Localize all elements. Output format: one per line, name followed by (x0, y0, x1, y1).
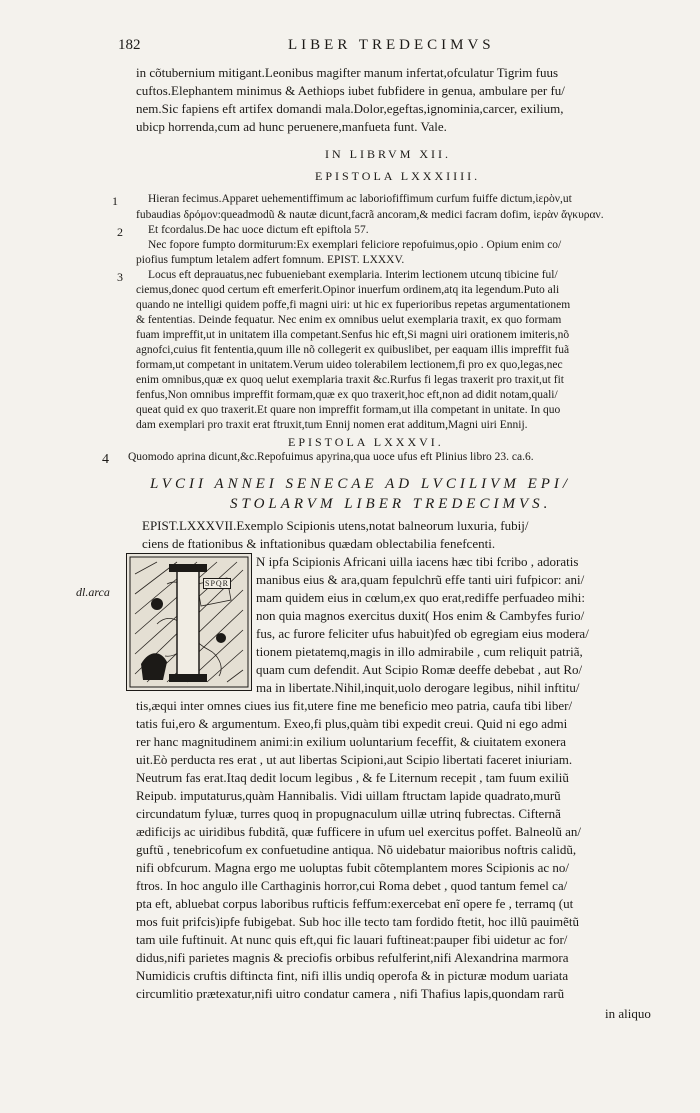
commentary-line: piofius fumptum letalem adfert fomnum. EPIST. LXXXV. (136, 254, 405, 266)
epistle-summary: EPIST.LXXXVII.Exemplo Scipionis utens,notat balneorum luxuria, fubij/ (142, 518, 529, 533)
commentary-line: formam,ut competant in unitatem.Verum uideo tolerabilem lectionem,fi pro ex quo,legas,nec (136, 359, 563, 371)
commentary-line: Locus eft deprauatus,nec fubueniebant exemplaria. Interim lectionem utcunq tibicine ful/ (148, 269, 558, 281)
text-line: Neutrum fas erat.Itaq dedit locum legibus , & fe Liternum recepit , tam fuum exiliũ (136, 770, 569, 785)
text-line: circumlitio prætexatur,nifi uitro condatur camera , nifi Thafius lapis,quondam rarũ (136, 986, 565, 1001)
epistola-heading: EPISTOLA LXXXVI. (288, 435, 444, 449)
book-title-line: LVCII ANNEI SENECAE AD LVCILIVM EPI/ (150, 476, 572, 492)
text-line: N ipfa Scipionis Africani uilla iacens hæc tibi fcribo , adoratis (256, 554, 579, 569)
text-line: Numidicis cruftis diftincta fint, nifi illis undiq operofa & in picturæ modum uariata (136, 968, 569, 983)
text-line: mam quidem eius in cœlum,ex quo erat,rediffe perfuadeo mihi: (256, 590, 585, 605)
text-line: ædificijs ac uiridibus fubditã, quæ fufficere in ufum uel exercitus poffet. Balneolũ an/ (136, 824, 582, 839)
text-line: non quia magnos exercitus duxit( Hos enim & Cambyfes furio/ (256, 608, 585, 623)
epistle-summary: ciens de ftationibus & inftationibus quædam oblectabilia fenefcenti. (142, 536, 496, 551)
text-line: tatis fui,ero & argumentum. Exeo,fi plus,quàm tibi expedit creui. Quid ni ego admi (136, 716, 568, 731)
text-line: ma in libertate.Nihil,inquit,uolo derogare legibus, nihil inftitu/ (256, 680, 580, 695)
text-line: ubicp horrenda,cum ad hunc peruenere,manfueta funt. Vale. (136, 119, 447, 134)
commentary-line: Quomodo aprina dicunt,&c.Repofuimus apyrina,qua uoce ufus eft Plinius libro 23. ca.6. (128, 451, 534, 463)
book-heading: IN LIBRVM XII. (325, 147, 452, 161)
commentary-line: Et fcordalus.De hac uoce dictum eft epiftola 57. (148, 224, 369, 236)
commentary-line: enim omnibus,quæ ex quoq uelut exemplaria traxit &c.Rurfus fi legas traxerit pro traxit,ut fit (136, 374, 564, 386)
text-line: circundatum fyluæ, turres quoq in propugnaculum uillæ utrinq fubrectas. Cifternã (136, 806, 561, 821)
book-title-line: STOLARVM LIBER TREDECIMVS. (230, 496, 552, 512)
note-marker: 2 (117, 225, 123, 239)
text-line: quam cum defendit. Aut Scipio Romæ deeffe debebat , aut Ro/ (256, 662, 583, 677)
commentary-line: & fententias. Deinde fequatur. Nec enim ex omnibus uelut exemplaria traxit, ex quo formam (136, 314, 562, 326)
text-line: Reipub. imputaturus,quàm Hannibalis. Vidi uillam ftructam lapide quadrato,murũ (136, 788, 561, 803)
commentary-line: agnofci,cuius fit fententia,quum ille nõ collegerit ex quibuslibet, per eaquam illis impreffit fuã (136, 344, 570, 356)
catchword: in aliquo (605, 1006, 651, 1021)
marginal-note: dl.arca (76, 585, 110, 599)
note-marker: 4 (102, 452, 109, 467)
commentary-line: dam exemplari pro traxit erat ftruxit,tum Ennij nomen erat additum,Magni uiri Ennij. (136, 419, 528, 431)
commentary-line: fenfus,Non omnibus impreffit formam,quæ ex quo traxerit,hoc eft,non ad didit notam,quali/ (136, 389, 558, 401)
woodcut-illustration (127, 554, 251, 690)
text-line: cuftos.Elephantem minimus & Aethiops iubet fubfidere in genua, ambulare per fu/ (136, 83, 565, 98)
decorated-initial-woodcut (126, 553, 252, 691)
text-line: nifi obfcurum. Magna ergo me uoluptas fubit cõtemplantem mores Scipionis ac no/ (136, 860, 569, 875)
commentary-line: Nec fopore fumpto dormiturum:Ex exemplari feliciore repofuimus,opio . Opium enim co/ (148, 239, 562, 251)
text-line: fus, ac furore feliciter ufus habuit)fed ob egregiam eius modera/ (256, 626, 589, 641)
text-line: ftros. In hoc angulo ille Carthaginis horror,cui Roma debet , quod tantum femel ca/ (136, 878, 568, 893)
text-line: didus,nifi parietes magnis & preciofis orbibus refulferint,nifi Alexandrina marmora (136, 950, 569, 965)
running-title: LIBER TREDECIMVS (288, 37, 495, 53)
commentary-line: Hieran fecimus.Apparet uehementiffimum ac laboriofiffimum curfum fuiffe dictum,ἱερὸν,ut (148, 193, 572, 205)
initial-label: SPQR (205, 579, 230, 588)
text-line: tam uile fuftinuit. At nunc quis eft,qui fic lauari fuftineat:pauper fibi uidetur ac for/ (136, 932, 568, 947)
epistola-heading: EPISTOLA LXXXIIII. (315, 169, 481, 183)
text-line: tis,æqui inter omnes ciues ius fit,utere fine me beneficio meo patria, caufa tibi liber/ (136, 698, 573, 713)
text-line: uit.Eò perducta res erat , ut aut libertas Scipioni,aut Scipio libertati faceret iniuriam. (136, 752, 573, 767)
commentary-line: ciemus,donec quod certum eft emerferit.Opinor inuerfum ordinem,atq ita legendum.Puto ali (136, 284, 560, 296)
text-line: pta eft, abluebat corpus laboribus rufticis feffum:exercebat enĩ opere fe , terramq (ut (136, 896, 574, 911)
running-head (118, 37, 678, 59)
note-marker: 1 (112, 194, 118, 208)
text-line: tionem pietatemq,magis in illo admirabile , cum reliquit patriã, (256, 644, 583, 659)
text-line: manibus eius & ara,quam fepulchrũ effe tanti uiri fufpicor: ani/ (256, 572, 585, 587)
text-line: mos fuit prifcis)ipfe fubigebat. Sub hoc ille tecto tam fordido ftetit, hoc illũ pauimẽtũ (136, 914, 579, 929)
commentary-line: fubaudias δρόμον:queadmodũ & nautæ dicunt,facrã ancoram,& medici facram dofim, ἱερὰν ἄγκυραν. (136, 209, 604, 221)
note-marker: 3 (117, 270, 123, 284)
text-line: rer hanc magnitudinem animi:in exilium uoluntarium feceffit, & ciuitatem exonera (136, 734, 567, 749)
text-line: nem.Sic fapiens eft artifex domandi mala.Dolor,egeftas,ignominia,carcer, exilium, (136, 101, 564, 116)
page-number: 182 (118, 37, 141, 53)
commentary-line: quando ne intelligi quidem poffe,fi magni uiri: ut hic ex fuperioribus repetas argumentationem (136, 299, 571, 311)
text-line: in cõtubernium mitigant.Leonibus magifter manum infertat,ofculatur Tigrim fuus (136, 65, 559, 80)
text-line: guftũ , tenebricofum ex confuetudine antiqua. Nõ uidebatur maioribus noftris calidũ, (136, 842, 577, 857)
commentary-line: queat quid ex quo traxerit.Et quare non impreffit formam,ut illa competant in unitate. In quo (136, 404, 561, 416)
commentary-line: fuam impreffit,ut in unitatem illa competant.Senfus hic eft,Si magni uiri orationem imiteris,nõ (136, 329, 570, 341)
